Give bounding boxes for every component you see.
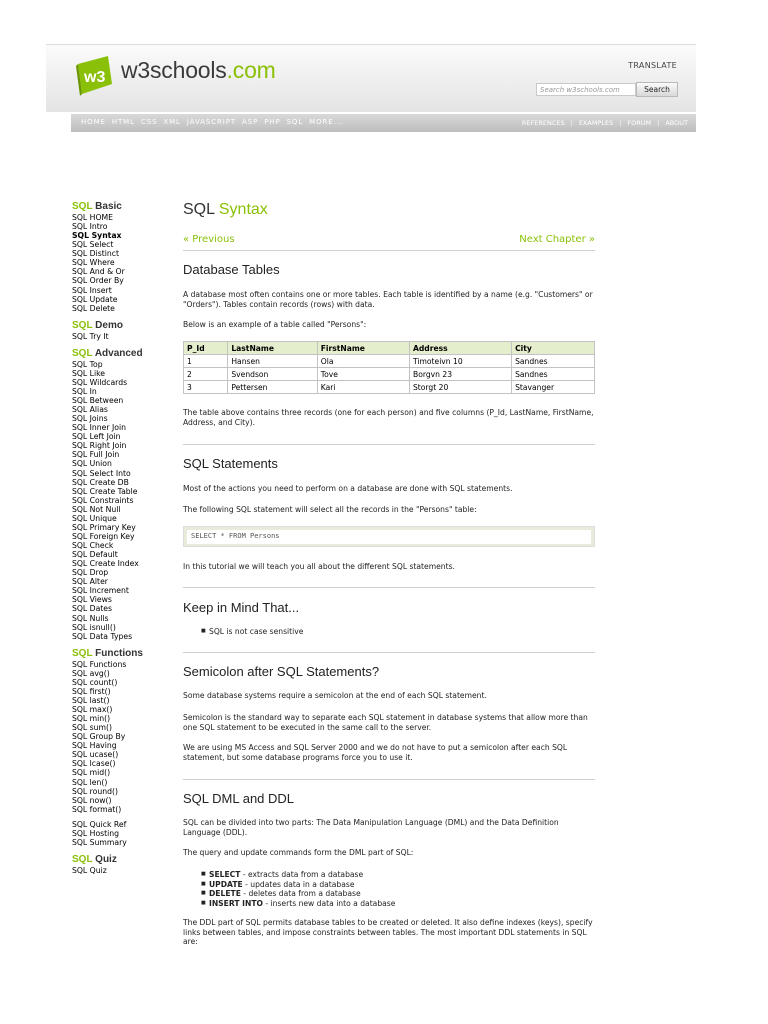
nav-item-more[interactable]: MORE... xyxy=(309,118,343,126)
sidebar-heading-sql: SQL xyxy=(72,319,93,331)
table-cell: Borgvn 23 xyxy=(409,368,511,381)
sidebar-item-sql-foreign-key[interactable]: SQL Foreign Key xyxy=(72,531,135,541)
sidebar-heading-quiz xyxy=(72,853,172,866)
table-row xyxy=(184,381,595,394)
page-title-plain: SQL xyxy=(183,201,215,218)
sidebar-item-sql-max[interactable]: SQL max() xyxy=(72,705,113,714)
sidebar-item-sql-not-null[interactable]: SQL Not Null xyxy=(72,504,121,514)
page-title xyxy=(183,201,268,219)
next-chapter-link[interactable]: Next Chapter » xyxy=(519,234,595,245)
sidebar-item-sql-last[interactable]: SQL last() xyxy=(72,695,110,705)
nav-item-sql[interactable]: SQL xyxy=(286,118,304,126)
sidebar-item-sql-len[interactable]: SQL len() xyxy=(72,777,108,787)
table-header-row xyxy=(184,342,595,355)
sidebar-item-sql-functions[interactable]: SQL Functions xyxy=(72,659,127,669)
paragraph: Below is an example of a table called "Persons": xyxy=(183,320,367,329)
search-input[interactable] xyxy=(536,83,636,96)
dml-list xyxy=(209,870,395,908)
search-button[interactable]: Search xyxy=(636,82,678,97)
svg-text:w3: w3 xyxy=(84,69,106,86)
sidebar-heading-title: Functions xyxy=(95,647,143,659)
sidebar-item-sql-views[interactable]: SQL Views xyxy=(72,595,112,605)
sidebar-item-sql-default[interactable]: SQL Default xyxy=(72,550,118,560)
nav-item-xml[interactable]: XML xyxy=(163,118,181,126)
sidebar-item-sql-now[interactable]: SQL now() xyxy=(72,795,112,805)
heading-semicolon: Semicolon after SQL Statements? xyxy=(183,664,380,679)
divider xyxy=(183,779,595,780)
sidebar-item-sql-increment[interactable]: SQL Increment xyxy=(72,586,129,596)
divider xyxy=(183,250,595,251)
heading-sql-statements: SQL Statements xyxy=(183,456,278,471)
sidebar-item-sql-dates[interactable]: SQL Dates xyxy=(72,604,113,614)
paragraph: Semicolon is the standard way to separate each SQL statement in database systems that allow more than one SQL statement to be executed in the same call to the server. xyxy=(183,713,588,732)
heading-dml-ddl: SQL DML and DDL xyxy=(183,791,295,806)
list-item xyxy=(209,899,395,909)
sidebar-item-sql-having[interactable]: SQL Having xyxy=(72,741,117,751)
sidebar-list xyxy=(72,213,172,313)
paragraph: The following SQL statement will select all the records in the "Persons" table: xyxy=(183,505,477,514)
code-example-box xyxy=(183,526,595,547)
logo-text-dot: .com xyxy=(226,57,276,83)
table-cell: Storgt 20 xyxy=(409,381,511,394)
top-nav-left xyxy=(81,118,343,126)
table-header-p-id: P_Id xyxy=(184,342,228,355)
sidebar-item-sql-quiz[interactable]: SQL Quiz xyxy=(72,865,107,875)
sidebar-heading-basic xyxy=(72,200,172,213)
sidebar-item-sql-right-join[interactable]: SQL Right Join xyxy=(72,441,127,451)
table-cell: Hansen xyxy=(228,355,317,368)
table-cell: Kari xyxy=(317,381,409,394)
table-cell: Svendson xyxy=(228,368,317,381)
sidebar-heading-sql: SQL xyxy=(72,647,93,659)
top-nav-right xyxy=(522,119,688,127)
sidebar-list xyxy=(72,660,172,814)
sidebar-item-sql-group-by[interactable]: SQL Group By xyxy=(72,732,126,742)
sql-keyword: SELECT xyxy=(209,870,241,879)
table-body xyxy=(184,355,595,394)
sidebar-item-sql-home[interactable]: SQL HOME xyxy=(72,213,113,222)
sidebar-list xyxy=(72,820,172,847)
sql-keyword-description: - inserts new data into a database xyxy=(262,898,396,908)
paragraph: The query and update commands form the DML part of SQL: xyxy=(183,848,414,857)
nav-item-javascript[interactable]: JAVASCRIPT xyxy=(186,118,237,126)
sidebar-item-sql-union[interactable]: SQL Union xyxy=(72,459,112,469)
sql-keyword-description: - extracts data from a database xyxy=(240,870,364,879)
paragraph: We are using MS Access and SQL Server 2000 and we do not have to put a semicolon after each SQL statement, but some database programs force you to use it. xyxy=(183,743,568,762)
sidebar-item-sql-select[interactable]: SQL Select xyxy=(72,240,114,250)
sidebar-item-sql-drop[interactable]: SQL Drop xyxy=(72,568,109,578)
sidebar-item-sql-check[interactable]: SQL Check xyxy=(72,541,114,550)
sidebar-item-sql-where[interactable]: SQL Where xyxy=(72,258,115,268)
table-row xyxy=(184,368,595,381)
sidebar-item-sql-isnull[interactable]: SQL isnull() xyxy=(72,622,116,632)
nav-separator: | xyxy=(657,119,660,127)
sidebar-list xyxy=(72,332,172,341)
sidebar-item-sql-wildcards[interactable]: SQL Wildcards xyxy=(72,377,128,387)
sidebar-item-sql-full-join[interactable]: SQL Full Join xyxy=(72,450,120,460)
page-title-accent: Syntax xyxy=(218,201,268,218)
paragraph: The table above contains three records (one for each person) and five columns (P_Id, LastName, FirstName, Address, and City). xyxy=(183,408,594,427)
sidebar-item-sql-create-db[interactable]: SQL Create DB xyxy=(72,477,129,487)
nav-item-examples[interactable]: EXAMPLES xyxy=(578,119,614,127)
table-cell: Tove xyxy=(317,368,409,381)
sidebar-heading-sql: SQL xyxy=(72,347,93,359)
top-nav-bar xyxy=(71,114,696,132)
sidebar-item-sql-min[interactable]: SQL min() xyxy=(72,714,111,724)
nav-item-css[interactable]: CSS xyxy=(140,118,158,126)
table-header-lastname: LastName xyxy=(228,342,317,355)
paragraph: In this tutorial we will teach you all about the different SQL statements. xyxy=(183,562,455,571)
sidebar-item-sql-joins[interactable]: SQL Joins xyxy=(72,414,108,424)
sidebar-item-sql-lcase[interactable]: SQL lcase() xyxy=(72,759,116,769)
sidebar-item-sql-and-or[interactable]: SQL And & Or xyxy=(72,267,125,277)
table-cell: Timoteivn 10 xyxy=(409,355,511,368)
sidebar-item-sql-inner-join[interactable]: SQL Inner Join xyxy=(72,423,126,433)
sidebar-item-sql-distinct[interactable]: SQL Distinct xyxy=(72,249,119,259)
keep-in-mind-list xyxy=(209,627,303,637)
divider xyxy=(183,444,595,445)
sidebar-item-sql-ucase[interactable]: SQL ucase() xyxy=(72,750,119,760)
nav-item-asp[interactable]: ASP xyxy=(242,118,259,126)
nav-item-html[interactable]: HTML xyxy=(111,118,135,126)
sidebar-heading-title: Advanced xyxy=(94,347,143,359)
list-item xyxy=(209,880,395,890)
sidebar-heading-functions xyxy=(72,647,172,660)
nav-item-about[interactable]: ABOUT xyxy=(665,119,688,127)
sidebar-item-sql-summary[interactable]: SQL Summary xyxy=(72,837,127,847)
heading-keep-in-mind: Keep in Mind That... xyxy=(183,600,300,615)
sidebar-item-sql-alias[interactable]: SQL Alias xyxy=(72,405,108,415)
list-item: ■ SQL is not case sensitive xyxy=(209,627,303,637)
sidebar-item-sql-alter[interactable]: SQL Alter xyxy=(72,577,108,587)
sidebar xyxy=(72,200,172,881)
sidebar-item-sql-syntax[interactable]: SQL Syntax xyxy=(72,231,122,241)
table-cell: Sandnes xyxy=(512,368,595,381)
nav-item-php[interactable]: PHP xyxy=(264,118,281,126)
nav-item-references[interactable]: REFERENCES xyxy=(521,119,565,127)
nav-item-forum[interactable]: FORUM xyxy=(627,119,652,127)
paragraph: Most of the actions you need to perform on a database are done with SQL statements. xyxy=(183,484,513,493)
translate-link[interactable]: TRANSLATE xyxy=(628,61,677,70)
sql-keyword: UPDATE xyxy=(209,879,243,889)
divider xyxy=(183,587,595,588)
table-cell: Sandnes xyxy=(512,355,595,368)
paragraph: A database most often contains one or more tables. Each table is identified by a name (e.g. "Customers" or "Orders"). Tables contain records (rows) with data. xyxy=(183,290,593,309)
list-item xyxy=(209,870,395,880)
table-cell: Pettersen xyxy=(228,381,317,394)
table-header-firstname: FirstName xyxy=(317,342,409,355)
sidebar-item-sql-left-join[interactable]: SQL Left Join xyxy=(72,432,121,442)
sql-keyword-description: - deletes data from a database xyxy=(240,889,361,898)
table-row xyxy=(184,355,595,368)
table-cell: 1 xyxy=(184,355,228,368)
sidebar-item-sql-between[interactable]: SQL Between xyxy=(72,396,124,405)
sidebar-item-sql-delete[interactable]: SQL Delete xyxy=(72,303,115,313)
sidebar-item-sql-insert[interactable]: SQL Insert xyxy=(72,285,112,295)
sidebar-list xyxy=(72,360,172,641)
sql-keyword: DELETE xyxy=(209,889,241,898)
logo-text-main: w3schools xyxy=(121,57,227,83)
table-header-address: Address xyxy=(409,342,511,355)
sidebar-item-sql-like[interactable]: SQL Like xyxy=(72,368,105,378)
sql-keyword: INSERT INTO xyxy=(209,898,263,908)
sidebar-item-sql-create-index[interactable]: SQL Create Index xyxy=(72,559,139,569)
sidebar-item-sql-constraints[interactable]: SQL Constraints xyxy=(72,495,134,505)
sidebar-item-sql-data-types[interactable]: SQL Data Types xyxy=(72,631,133,641)
sidebar-list xyxy=(72,866,172,875)
previous-link[interactable]: « Previous xyxy=(183,234,235,245)
sidebar-item-sql-hosting[interactable]: SQL Hosting xyxy=(72,828,120,838)
paragraph: The DDL part of SQL permits database tables to be created or deleted. It also define indexes (keys), specify links between tables, and impose constraints between tables. The most important DDL statements in SQL are: xyxy=(183,918,593,946)
sidebar-item-sql-round[interactable]: SQL round() xyxy=(72,786,118,796)
sidebar-item-sql-update[interactable]: SQL Update xyxy=(72,294,118,304)
sidebar-heading-title: Demo xyxy=(95,319,123,331)
sidebar-item-sql-in[interactable]: SQL In xyxy=(72,386,97,396)
sidebar-heading-title: Quiz xyxy=(95,853,117,865)
sidebar-heading-title: Basic xyxy=(95,201,122,212)
table-header-city: City xyxy=(512,342,595,355)
sidebar-item-sql-top[interactable]: SQL Top xyxy=(72,359,103,369)
sidebar-heading-demo xyxy=(72,319,172,332)
list-item xyxy=(209,889,395,899)
sidebar-item-sql-unique[interactable]: SQL Unique xyxy=(72,513,117,523)
table-cell: 2 xyxy=(184,368,228,381)
table-cell: Stavanger xyxy=(512,381,595,394)
logo-text[interactable] xyxy=(121,57,276,84)
sidebar-item-sql-mid[interactable]: SQL mid() xyxy=(72,768,111,778)
sidebar-heading-sql: SQL xyxy=(72,201,93,212)
sidebar-item-sql-count[interactable]: SQL count() xyxy=(72,677,118,687)
sql-keyword-description: - updates data in a database xyxy=(242,879,355,889)
sidebar-item-sql-create-table[interactable]: SQL Create Table xyxy=(72,486,138,496)
nav-separator: | xyxy=(570,119,573,127)
sidebar-item-sql-sum[interactable]: SQL sum() xyxy=(72,723,113,733)
sidebar-item-sql-format[interactable]: SQL format() xyxy=(72,804,122,814)
code-example: SELECT * FROM Persons xyxy=(187,530,591,544)
nav-separator: | xyxy=(619,119,622,127)
paragraph: Some database systems require a semicolon at the end of each SQL statement. xyxy=(183,691,487,700)
divider xyxy=(183,652,595,653)
sidebar-item-sql-quick-ref[interactable]: SQL Quick Ref xyxy=(72,819,127,829)
persons-table xyxy=(183,341,595,394)
sidebar-item-sql-nulls[interactable]: SQL Nulls xyxy=(72,613,109,623)
sidebar-item-sql-intro[interactable]: SQL Intro xyxy=(72,222,108,232)
paragraph: SQL can be divided into two parts: The Data Manipulation Language (DML) and the Data Definition Language (DDL). xyxy=(183,818,559,837)
sidebar-heading-advanced xyxy=(72,347,172,360)
sidebar-item-sql-primary-key[interactable]: SQL Primary Key xyxy=(72,522,136,532)
w3schools-logo-icon[interactable] xyxy=(74,54,114,98)
nav-item-home[interactable]: HOME xyxy=(81,118,106,126)
sidebar-item-sql-select-into[interactable]: SQL Select Into xyxy=(72,468,131,478)
heading-database-tables: Database Tables xyxy=(183,262,280,277)
site-header xyxy=(46,44,696,112)
sidebar-heading-sql: SQL xyxy=(72,853,93,865)
sidebar-item-sql-try-it[interactable]: SQL Try It xyxy=(72,331,109,341)
table-cell: Ola xyxy=(317,355,409,368)
sidebar-item-sql-avg[interactable]: SQL avg() xyxy=(72,668,110,678)
sidebar-item-sql-first[interactable]: SQL first() xyxy=(72,686,111,696)
sidebar-item-sql-order-by[interactable]: SQL Order By xyxy=(72,276,124,286)
table-cell: 3 xyxy=(184,381,228,394)
